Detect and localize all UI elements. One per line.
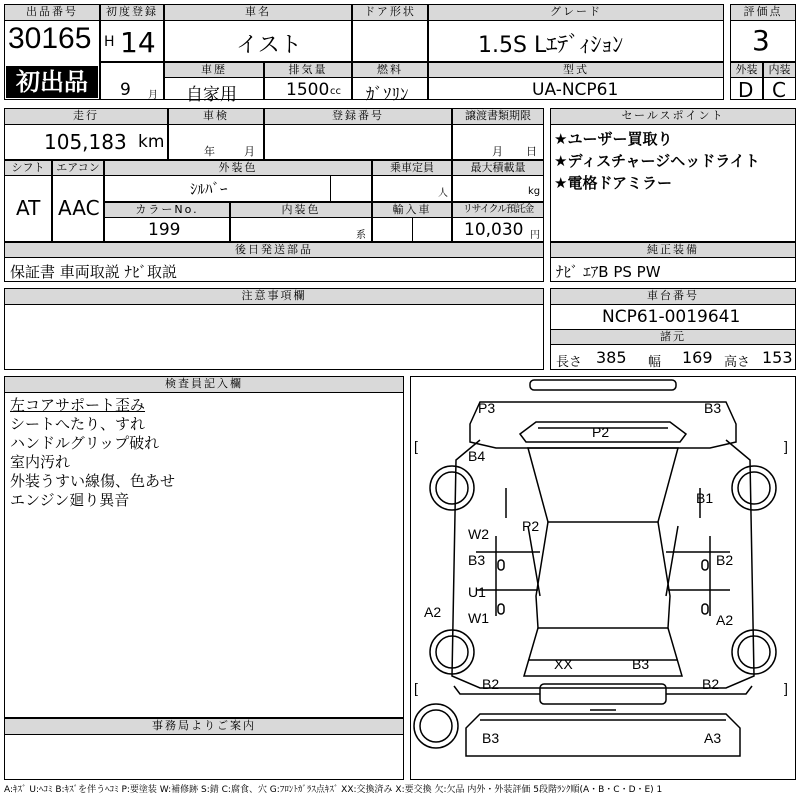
rear-window — [524, 628, 682, 676]
import-divider — [412, 218, 413, 242]
damage-mark: B3 — [632, 656, 650, 672]
car-name: イスト — [236, 33, 302, 58]
model-code-label: 型式 — [428, 62, 724, 78]
capacity-label: 乗車定員 — [372, 160, 452, 176]
damage-mark: B3 — [482, 730, 500, 746]
office-label: 事務局よりご案内 — [4, 718, 404, 735]
ext-color-divider — [330, 176, 331, 202]
displacement-value: 1500 — [286, 80, 330, 100]
hood — [528, 448, 678, 522]
ext-score-label: 外装 — [730, 62, 763, 78]
inspector-notes — [10, 396, 175, 510]
damage-mark: P3 — [478, 400, 496, 416]
damage-mark: B2 — [482, 676, 500, 692]
recycle-label: リサイクル預託金 — [452, 202, 544, 218]
recycle-value: 10,030 — [464, 220, 524, 240]
door-handle-left-front — [498, 560, 504, 570]
inspector-line: シートへたり、すれ — [10, 415, 146, 433]
chassis-value: NCP61-0019641 — [602, 307, 741, 327]
cabin — [536, 522, 670, 628]
damage-mark: W1 — [468, 610, 489, 626]
grade-value: 1.5S Lｴﾃﾞｨｼｮﾝ — [478, 33, 624, 58]
model-code-value: UA-NCP61 — [532, 80, 619, 100]
sales-point: ★ユーザー買取り — [554, 130, 673, 148]
chassis-label: 車台番号 — [550, 288, 796, 305]
fuel-label: 燃料 — [352, 62, 428, 78]
legend: A:ｷｽﾞ U:ﾍｺﾐ B:ｷｽﾞを伴うﾍｺﾐ P:要塗装 W:補修跡 S:錆 C:腐食、穴 G:ﾌﾛﾝﾄｶﾞﾗｽ点ｷｽﾞ XX:交換済み X:要交換 欠:欠品 内外・外装評価 5段階ﾗﾝｸ順(A・B・C・D・E) 1 — [4, 785, 663, 795]
bracket: ] — [784, 438, 788, 454]
era: H — [104, 34, 115, 50]
damage-mark: B3 — [704, 400, 722, 416]
yen-unit: 円 — [530, 230, 540, 241]
front-bumper-top — [530, 380, 676, 390]
history-value: 自家用 — [186, 85, 237, 105]
int-score: C — [772, 78, 786, 102]
length-label: 長さ — [556, 355, 583, 370]
score-label: 評価点 — [730, 4, 796, 21]
reg-year: 14 — [120, 26, 156, 59]
height-value: 153 — [762, 348, 793, 367]
displacement-label: 排気量 — [264, 62, 352, 78]
sales-point: ★ディスチャージヘッドライト — [554, 152, 760, 170]
bracket: [ — [414, 438, 418, 454]
car-name-label: 車名 — [164, 4, 352, 21]
damage-mark: U1 — [468, 584, 486, 600]
door-handle-left-rear — [498, 604, 504, 614]
later-parts-value: 保証書 車両取説 ﾅﾋﾞ取説 — [10, 263, 178, 281]
damage-mark: B2 — [716, 552, 734, 568]
aircon-value: AAC — [58, 196, 100, 220]
transfer-label: 譲渡書類期限 — [452, 108, 544, 125]
insp-month-unit: 月 — [244, 145, 255, 158]
insp-year-unit: 年 — [204, 145, 215, 158]
door-seams — [476, 552, 730, 590]
bracket: ] — [784, 680, 788, 696]
door-lines — [496, 536, 710, 616]
door-handle-right-rear — [702, 604, 708, 614]
fuel-value: ｶﾞｿﾘﾝ — [366, 85, 409, 105]
inspector-line: 左コアサポート歪み — [10, 396, 146, 414]
ext-color-value: ｼﾙﾊﾞｰ — [190, 180, 228, 198]
grade-label: グレード — [428, 4, 724, 21]
import-label: 輸入車 — [372, 202, 452, 218]
later-parts-label: 後日発送部品 — [4, 242, 544, 258]
ext-score: D — [738, 78, 754, 102]
shift-label: シフト — [4, 160, 52, 176]
int-color-label: 内装色 — [230, 202, 372, 218]
inspector-line: ハンドルグリップ破れ — [10, 434, 160, 452]
inspector-line: 室内汚れ — [10, 453, 71, 471]
max-load-label: 最大積載量 — [452, 160, 544, 176]
inspector-label: 検査員記入欄 — [4, 376, 404, 393]
score-value: 3 — [752, 24, 770, 57]
int-score-label: 内装 — [763, 62, 796, 78]
damage-mark: W2 — [468, 526, 489, 542]
shift-value: AT — [16, 196, 41, 220]
int-color-unit: 系 — [356, 230, 366, 241]
bracket: [ — [414, 680, 418, 696]
side-mirrors — [506, 488, 700, 518]
sales-points-list — [554, 128, 760, 194]
transfer-month-unit: 月 — [492, 145, 503, 158]
cc-unit: cc — [330, 86, 341, 97]
capacity-unit: 人 — [438, 188, 448, 199]
height-label: 高さ — [724, 355, 751, 370]
lot-label: 出品番号 — [4, 4, 100, 21]
damage-mark: B1 — [696, 490, 714, 506]
door-label: ドア形状 — [352, 4, 428, 21]
damage-mark: P2 — [522, 518, 540, 534]
damage-mark: A2 — [716, 612, 734, 628]
damage-mark: A3 — [704, 730, 722, 746]
rear-bumper — [540, 684, 666, 704]
cabin-sides — [528, 526, 678, 596]
transfer-day-unit: 日 — [526, 145, 537, 158]
first-reg-label: 初度登録 — [100, 4, 164, 21]
ext-color-label: 外装色 — [104, 160, 372, 176]
damage-mark: XX — [554, 656, 573, 672]
aircon-label: エアコン — [52, 160, 104, 176]
equipment-value: ﾅﾋﾞ ｴｱB PS PW — [556, 263, 661, 281]
kg-unit: kg — [528, 186, 541, 197]
mileage-label: 走行 — [4, 108, 168, 125]
inspector-line: 外装うすい線傷、色あせ — [10, 472, 176, 490]
sales-points-label: セールスポイント — [550, 108, 796, 125]
equipment-label: 純正装備 — [550, 242, 796, 258]
width-value: 169 — [682, 348, 713, 367]
mileage-value: 105,183 — [44, 130, 127, 154]
length-value: 385 — [596, 348, 627, 367]
damage-mark: A2 — [424, 604, 442, 620]
damage-mark: P2 — [592, 424, 610, 440]
color-no-value: 199 — [148, 220, 181, 240]
month-unit: 月 — [148, 90, 158, 101]
door-handle-right-front — [702, 560, 708, 570]
damage-mark: B4 — [468, 448, 486, 464]
inspector-line: エンジン廻り異音 — [10, 491, 130, 509]
sales-point: ★電格ドアミラー — [554, 174, 672, 192]
inspection-label: 車検 — [168, 108, 264, 125]
km-unit: km — [138, 132, 165, 152]
damage-mark: B2 — [702, 676, 720, 692]
notes-label: 注意事項欄 — [4, 288, 544, 305]
reg-month: 9 — [120, 80, 131, 100]
history-label: 車歴 — [164, 62, 264, 78]
width-label: 幅 — [648, 355, 662, 370]
first-listing-badge: 初出品 — [6, 66, 98, 98]
color-no-label: カラーNo. — [104, 202, 230, 218]
registration-label: 登録番号 — [264, 108, 452, 125]
dims-label: 諸元 — [550, 329, 796, 345]
damage-mark: B3 — [468, 552, 486, 568]
lot-number: 30165 — [8, 22, 92, 55]
